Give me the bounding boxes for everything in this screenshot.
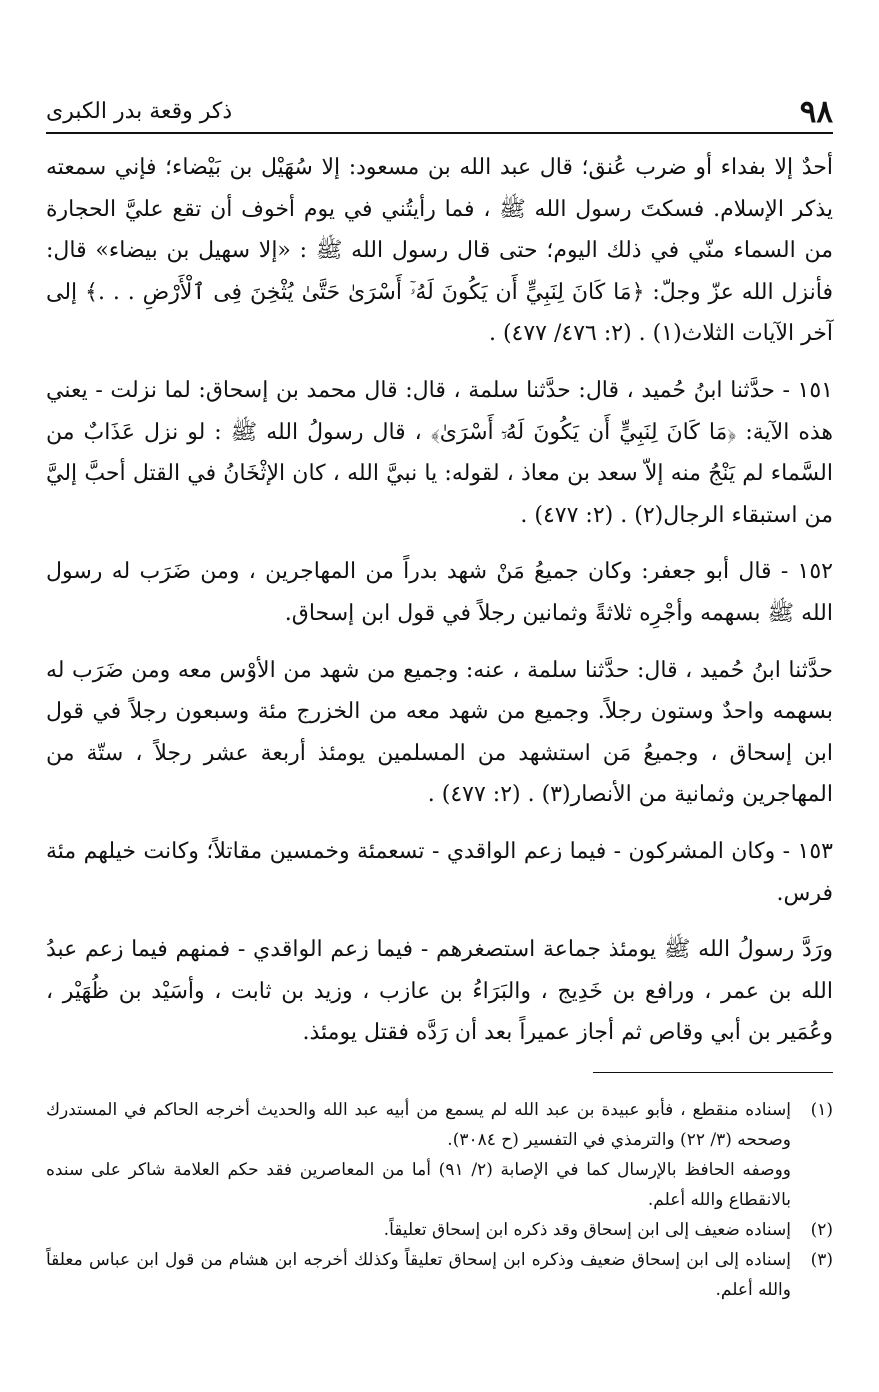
paragraph: أحدٌ إلا بفداء أو ضرب عُنق؛ قال عبد الله بن مسعود: إلا سُهَيْل بن بَيْضاء؛ فإني سمعته يذكر الإسلام. فسكتَ رسول الله ﷺ ، فما رأيتُني في يوم أخوف أن تقع عليَّ الحجارة من السماء منّي في ذلك اليوم؛ حتى قال رسول الله ﷺ : «إلا سهيل بن بيضاء» قال: فأنزل الله عزّ وجلّ: ﴿مَا كَانَ لِنَبِيٍّ أَن يَكُونَ لَهُۥٓ أَسْرَىٰ حَتَّىٰ يُثْخِنَ فِى ٱلْأَرْضِ . . .﴾ إلى آخر الآيات الثلاث(١) . (٢: ٤٧٦/ ٤٧٧) . — [46, 155, 833, 347]
footnote-text: إسناده منقطع ، فأبو عبيدة بن عبد الله لم يسمع من أبيه عبد الله والحديث أخرجه الحاكم في المستدرك وصححه (٣/ ٢٢) والترمذي في التفسير (ح ٣٠٨٤). — [46, 1100, 791, 1150]
page-number: ٩٨ — [799, 94, 833, 130]
footnote-continuation: ووصفه الحافظ بالإرسال كما في الإصابة (٢/ ٩١) أما من المعاصرين فقد حكم العلامة شاكر على سنده بالانقطاع والله أعلم. — [46, 1160, 792, 1210]
paragraph: ١٥١ - حدَّثنا ابنُ حُميد ، قال: حدَّثنا سلمة ، قال: قال محمد بن إسحاق: لما نزلت - يعني هذه الآية: ﴿مَا كَانَ لِنَبِيٍّ أَن يَكُونَ لَهُۥٓ أَسْرَىٰ﴾ ، قال رسولُ الله ﷺ : لو نزل عَذَابٌ من السَّماء لم يَنْجُ منه إلاّ سعد بن معاذ ، لقوله: يا نبيَّ الله ، كان الإثْخَانُ في القتل أحبَّ إليَّ من استبقاء الرجال(٢) . (٢: ٤٧٧) . — [46, 377, 833, 528]
paragraph: ورَدَّ رسولُ الله ﷺ يومئذ جماعة استصغرهم - فيما زعم الواقدي - فمنهم فيما زعم عبدُ الله بن عمر ، ورافع بن خَدِيج ، والبَرَاءُ بن عازب ، وزيد بن ثابت ، وأسَيْد بن ظُهَيْر ، وعُمَير بن أبي وقاص ثم أجاز عميراً بعد أن رَدَّه فقتل يومئذ. — [46, 937, 833, 1046]
footnote-number: (٣) — [810, 1250, 833, 1270]
footnote — [46, 1215, 833, 1245]
footnote-number: (١) — [810, 1100, 833, 1120]
page-header — [46, 92, 833, 134]
footnote-divider — [593, 1072, 833, 1073]
paragraph: ١٥٢ - قال أبو جعفر: وكان جميعُ مَنْ شهد بدراً من المهاجرين ، ومن ضَرَب له رسول الله ﷺ بسهمه وأجْرِه ثلاثةً وثمانين رجلاً في قول ابن إسحاق. — [46, 559, 833, 626]
footnote-text: إسناده ضعيف إلى ابن إسحاق وقد ذكره ابن إسحاق تعليقاً. — [383, 1220, 791, 1240]
paragraph: ١٥٣ - وكان المشركون - فيما زعم الواقدي - تسعمئة وخمسين مقاتلاً؛ وكانت خيلهم مئة فرس. — [46, 838, 833, 906]
running-title: ذكر وقعة بدر الكبرى — [46, 99, 233, 124]
footnote-text: إسناده إلى ابن إسحاق ضعيف وذكره ابن إسحاق تعليقاً وكذلك أخرجه ابن هشام من قول ابن عباس معلقاً والله أعلم. — [46, 1250, 791, 1300]
footnote — [46, 1095, 833, 1155]
footnote — [46, 1245, 833, 1305]
paragraph: حدَّثنا ابنُ حُميد ، قال: حدَّثنا سلمة ، عنه: وجميع من شهد من الأوْس معه ومن ضَرَب له بسهمه واحدٌ وستون رجلاً. وجميع من شهد معه من الخزرج مئة وسبعون رجلاً في قول ابن إسحاق ، وجميعُ مَن استشهد من المسلمين يومئذ أربعة عشر رجلاً ، ستّة من المهاجرين وثمانية من الأنصار(٣) . (٢: ٤٧٧) . — [46, 657, 833, 808]
main-text — [46, 147, 833, 1069]
footnote-number: (٢) — [810, 1220, 833, 1240]
footnotes — [46, 1095, 833, 1305]
